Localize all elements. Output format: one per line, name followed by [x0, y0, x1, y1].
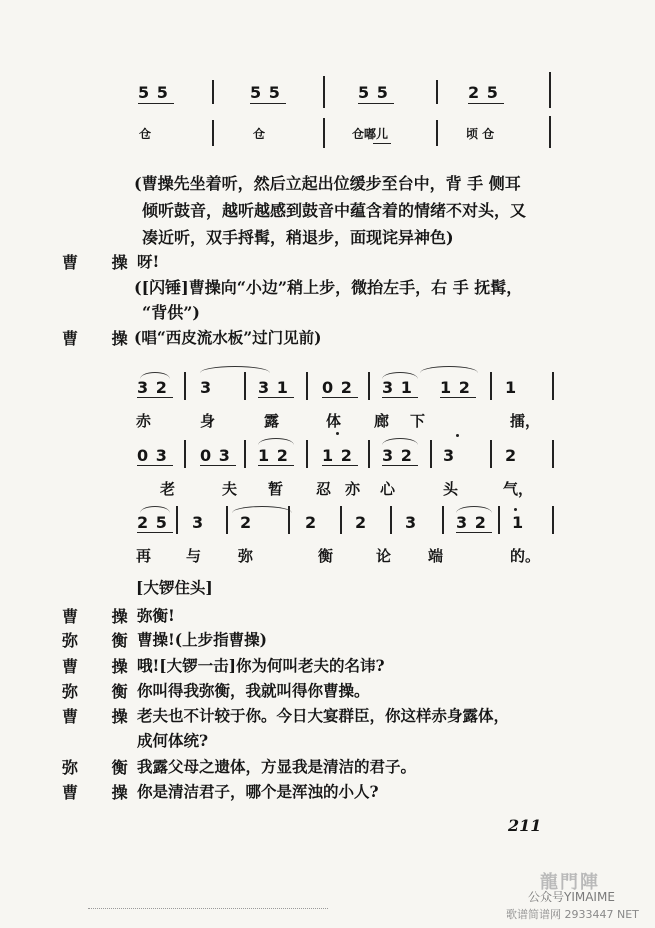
note-group: 2 5: [468, 83, 499, 102]
bar-line: [306, 440, 308, 468]
dialogue-text: 老夫也不计较于你。今日大宴群臣，你这样赤身露体，: [137, 706, 510, 725]
bar-line: [244, 372, 246, 400]
note-group: 2: [305, 513, 318, 532]
bar-line: [226, 506, 228, 534]
watermark-text: 公众号YIMAIME: [528, 890, 615, 904]
bar-line: [490, 440, 492, 468]
note-group: 0 3: [200, 446, 231, 465]
bar-line: [244, 440, 246, 468]
lyric-char: 衡: [318, 547, 334, 565]
bar-line: [212, 80, 214, 104]
dialogue-text: 哦![大锣一击]你为何叫老夫的名讳?: [137, 656, 385, 675]
lyric-char: 与: [186, 547, 202, 565]
lyric-char: 端: [428, 547, 444, 565]
bar-line: [323, 118, 325, 148]
dialogue-text: (唱“西皮流水板”过门见前): [134, 328, 322, 347]
lyric-char: 再: [136, 547, 152, 565]
page-number: 211: [508, 816, 542, 835]
lyric-char: 廊: [374, 412, 390, 430]
note-group: 3: [192, 513, 205, 532]
note-group: 3: [405, 513, 418, 532]
dialogue-text: 弥衡!: [137, 606, 175, 625]
lyric-char: 夫: [222, 480, 238, 498]
dialogue-text: 呀!: [137, 252, 160, 271]
note-group: 1 2: [258, 446, 289, 465]
bar-line: [340, 506, 342, 534]
bar-line: [368, 440, 370, 468]
lyric-char: 心: [380, 480, 396, 498]
dialogue-text: 你叫得我弥衡，我就叫得你曹操。: [137, 681, 370, 700]
note-group: 1: [512, 513, 525, 532]
lyric-char: 忍: [316, 480, 332, 498]
lyric-char: 的。: [510, 547, 541, 565]
speaker-name: 曹 操: [62, 783, 142, 802]
note-group: 5 5: [138, 83, 169, 102]
note-group: 5 5: [358, 83, 389, 102]
bar-line: [552, 506, 554, 534]
note-group: 1 2: [322, 446, 353, 465]
lyric-char: 头: [443, 480, 459, 498]
lyric-char: 下: [410, 412, 426, 430]
dialogue-text: 你是清洁君子，哪个是浑浊的小人?: [137, 782, 379, 801]
note-group: 3 2: [137, 378, 168, 397]
percussion-syllable: 仓: [253, 127, 266, 141]
bar-line: [184, 372, 186, 400]
lyric-char: 弥: [238, 547, 254, 565]
percussion-syllable: 顷 仓: [466, 127, 495, 141]
lyric-char: 气，: [503, 480, 534, 498]
note-group: 2: [240, 513, 253, 532]
speaker-name: 弥 衡: [62, 631, 142, 650]
stage-direction-line: ([闪锤]曹操向“小边”稍上步，微抬左手，右 手 抚髯，: [134, 278, 523, 297]
bar-line: [184, 440, 186, 468]
note-group: 2: [355, 513, 368, 532]
lyric-char: 论: [376, 547, 392, 565]
bar-line: [549, 116, 551, 148]
lyric-char: 暂: [268, 480, 284, 498]
note-group: 3 1: [258, 378, 289, 397]
stage-direction-line: 倾听鼓音，越听越感到鼓音中蕴含着的情绪不对头，又: [142, 201, 527, 220]
watermark-text: 歌谱简谱网 2933447 NET: [506, 908, 639, 921]
bar-line: [323, 76, 325, 108]
dialogue-text-continued: 成何体统?: [137, 731, 209, 750]
bar-line: [498, 506, 500, 534]
speaker-name: 曹 操: [62, 657, 142, 676]
lyric-char: 亦: [345, 480, 361, 498]
bar-line: [390, 506, 392, 534]
watermark-logo: 龍門陣: [540, 872, 600, 893]
speaker-name: 曹 操: [62, 607, 142, 626]
bar-line: [176, 506, 178, 534]
bar-line: [552, 372, 554, 400]
speaker-name: 弥 衡: [62, 758, 142, 777]
bar-line: [442, 506, 444, 534]
note-group: 2: [505, 446, 518, 465]
lyric-char: 体: [326, 412, 342, 430]
dialogue-text: 曹操!(上步指曹操): [137, 630, 267, 649]
lyric-char: 擂，: [510, 412, 541, 430]
bar-line: [436, 120, 438, 146]
bar-line: [288, 506, 290, 534]
note-group: 1 2: [440, 378, 471, 397]
note-group: 3 2: [382, 446, 413, 465]
bar-line: [552, 440, 554, 468]
note-group: 1: [505, 378, 518, 397]
stage-direction-line: 凑近听，双手捋髯，稍退步，面现诧异神色): [142, 228, 454, 247]
bar-line: [212, 120, 214, 146]
lyric-char: 老: [160, 480, 176, 498]
note-group: 0 3: [137, 446, 168, 465]
speaker-name: 曹 操: [62, 329, 142, 348]
bar-line: [436, 80, 438, 104]
percussion-syllable: 仓: [139, 127, 152, 141]
bar-line: [306, 372, 308, 400]
bar-line: [430, 440, 432, 468]
note-group: 3 1: [382, 378, 413, 397]
lyric-char: 赤: [136, 412, 152, 430]
bar-line: [368, 372, 370, 400]
bar-line: [549, 72, 551, 108]
bar-line: [490, 372, 492, 400]
note-group: 0 2: [322, 378, 353, 397]
speaker-name: 曹 操: [62, 707, 142, 726]
percussion-cue: [大锣住头]: [136, 578, 213, 597]
scan-artifact: [88, 908, 328, 910]
lyric-char: 露: [264, 412, 280, 430]
lyric-char: 身: [200, 412, 216, 430]
dialogue-text: 我露父母之遗体，方显我是清洁的君子。: [137, 757, 417, 776]
note-group: 3: [443, 446, 456, 465]
speaker-name: 弥 衡: [62, 682, 142, 701]
speaker-name: 曹 操: [62, 253, 142, 272]
percussion-syllable: 仓嘟儿: [352, 127, 389, 141]
stage-direction-line: (曹操先坐着听，然后立起出位缓步至台中，背 手 侧耳: [134, 174, 521, 193]
note-group: 3: [200, 378, 213, 397]
note-group: 3 2: [456, 513, 487, 532]
note-group: 2 5: [137, 513, 168, 532]
note-group: 5 5: [250, 83, 281, 102]
stage-direction-line: “背供”): [142, 303, 200, 322]
